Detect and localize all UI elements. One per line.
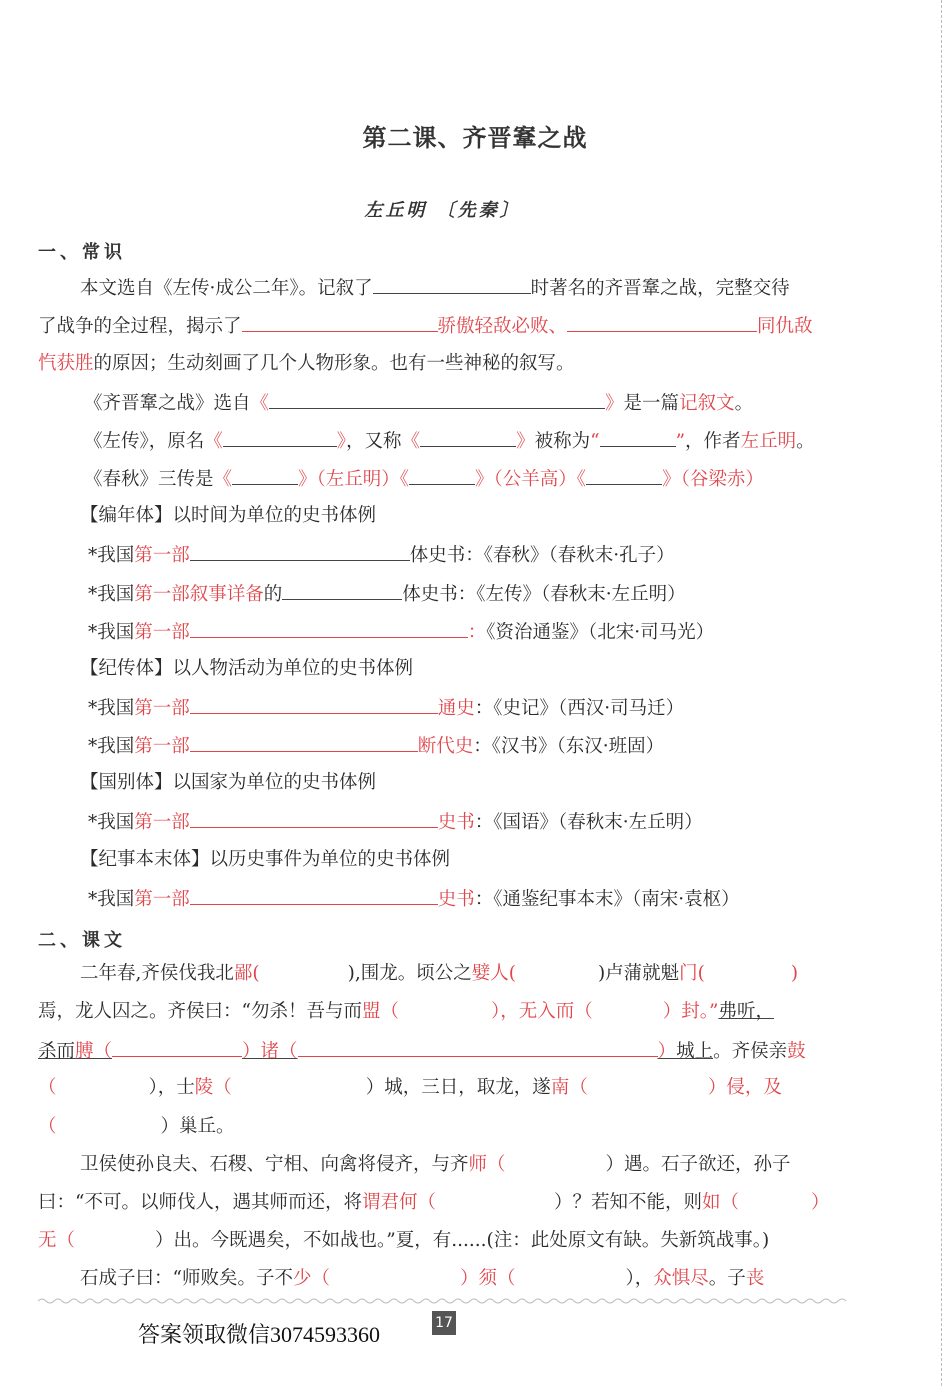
- bullet-line: *我国第一部叙事详备的 体史书：《左传》（春秋末·左丘明）: [88, 579, 686, 609]
- paragraph-line: 了战争的全过程，揭示了 骄傲轻敌必败、 同仇敌: [38, 311, 813, 341]
- paragraph-line: 《左传》，原名《 》，又称《 》被称为“ ”，作者左丘明。: [84, 426, 815, 456]
- blank-field[interactable]: [567, 311, 757, 332]
- text-line: 焉，龙人囚之。齐侯曰：“勿杀！吾与而盟（ ），无入而（ ）封。”弗听，: [38, 1001, 774, 1022]
- blank-field[interactable]: [190, 617, 468, 638]
- blank-field[interactable]: [586, 464, 662, 485]
- blank-field[interactable]: [190, 807, 438, 828]
- text-line: 卫侯使孙良夫、石稷、宁相、向禽将侵齐，与齐师（ ）遇。石子欲还，孙子: [80, 1154, 791, 1175]
- text-line: 石成子曰：“师败矣。子不少（ ）须（ ），众惧尽。子丧: [80, 1268, 765, 1289]
- author-line: 左丘明 〔先秦〕: [364, 200, 521, 221]
- category-heading: 【编年体】以时间为单位的史书体例: [80, 505, 377, 526]
- section-heading-text: 二、课文: [38, 930, 126, 951]
- blank-field[interactable]: [242, 311, 438, 332]
- page-edge-mark: [939, 0, 942, 1386]
- text-line: 曰：“不可。以师伐人，遇其师而还，将谓君何（ ）？若知不能，则如（ ）: [38, 1192, 830, 1213]
- blank-field[interactable]: [190, 884, 438, 905]
- paragraph-line: 《齐晋鞌之战》选自《 》是一篇记叙文。: [84, 388, 753, 418]
- blank-field[interactable]: [269, 388, 605, 409]
- watermark-text: 答案领取微信3074593360: [138, 1322, 381, 1347]
- blank-field[interactable]: [223, 426, 337, 447]
- footer-wave-divider: [38, 1296, 846, 1306]
- paragraph-line: 本文选自《左传·成公二年》。记叙了 时著名的齐晋鞌之战，完整交待: [80, 273, 790, 303]
- text-line: （ ）巢丘。: [38, 1116, 235, 1137]
- text-line: 无（ ）出。今既遇矣，不如战也。”夏，有......(注：此处原文有缺。失新筑战事。): [38, 1230, 770, 1251]
- blank-field[interactable]: [232, 464, 298, 485]
- category-heading: 【纪传体】以人物活动为单位的史书体例: [80, 658, 414, 679]
- blank-field[interactable]: [282, 579, 402, 600]
- bullet-line: *我国第一部 通史：《史记》（西汉·司马迁）: [88, 693, 684, 723]
- bullet-line: *我国第一部 体史书：《春秋》（春秋末·孔子）: [88, 540, 675, 570]
- blank-field[interactable]: [600, 426, 676, 447]
- category-heading: 【国别体】以国家为单位的史书体例: [80, 772, 377, 793]
- blank-field[interactable]: [420, 426, 516, 447]
- blank-field[interactable]: [190, 540, 410, 561]
- page-title: 第二课、齐晋鞌之战: [362, 124, 588, 152]
- bullet-line: *我国第一部 断代史：《汉书》（东汉·班固）: [88, 731, 664, 761]
- paragraph-line: 《春秋》三传是《 》（左丘明）《 》（公羊高）《 》（谷梁赤）: [84, 464, 764, 494]
- category-heading: 【纪事本末体】以历史事件为单位的史书体例: [80, 849, 451, 870]
- paragraph-line: 忾获胜的原因；生动刻画了几个人物形象。也有一些神秘的叙写。: [38, 353, 575, 374]
- bullet-line: *我国第一部 史书：《通鉴纪事本末》（南宋·袁枢）: [88, 884, 740, 914]
- text-line: （ ），士陵（ ）城，三日，取龙，遂南（ ）侵，及: [38, 1077, 782, 1098]
- blank-field[interactable]: [190, 693, 438, 714]
- bullet-line: *我国第一部 ：《资治通鉴》（北宋·司马光）: [88, 617, 714, 647]
- text-line: 杀而膊（ ）诸（ ）城上。齐侯亲鼓: [38, 1036, 806, 1066]
- text-line: 二年春,齐侯伐我北鄙( ),围龙。顷公之嬖人( )卢蒲就魁门( ): [80, 963, 799, 984]
- page-number: 17: [432, 1311, 456, 1335]
- blank-field[interactable]: [373, 273, 531, 294]
- section-heading-common-knowledge: 一、常识: [38, 242, 126, 263]
- blank-field[interactable]: [409, 464, 475, 485]
- bullet-line: *我国第一部 史书：《国语》（春秋末·左丘明）: [88, 807, 703, 837]
- blank-field[interactable]: [190, 731, 418, 752]
